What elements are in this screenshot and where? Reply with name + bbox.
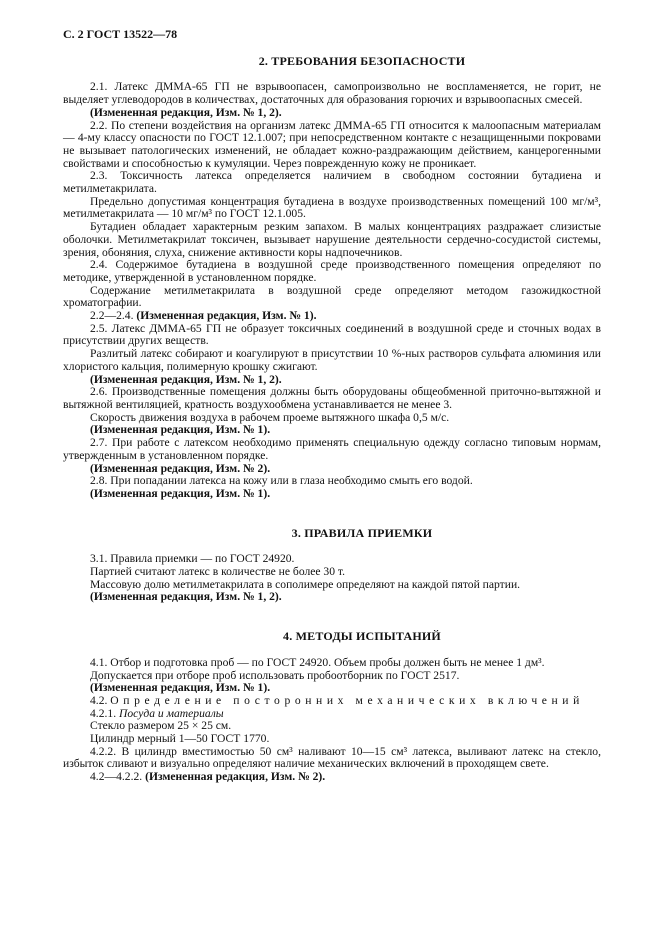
paragraph-2-3-effects: Бутадиен обладает характерным резким запахом. В малых концентрациях раздражает слизистые оболочки. Метилметакрилат токсичен, вызывает нарушение деятельности сердечно-сосудистой системы, зрения, обоняния, слуха, снижение активности коры надпочечников. — [63, 220, 601, 259]
amendment-note: (Измененная редакция, Изм. № 1, 2). — [90, 372, 282, 386]
paragraph-2-5-spill: Разлитый латекс собирают и коагулируют в присутствии 10 %-ных растворов сульфата алюминия или хлористого кальция, полимерную крошку сжигают. — [63, 347, 601, 373]
section-4-title: 4. МЕТОДЫ ИСПЫТАНИЙ — [283, 629, 441, 644]
paragraph-4-1: 4.1. Отбор и подготовка проб — по ГОСТ 24920. Объем пробы должен быть не менее 1 дм³. — [90, 655, 545, 669]
paragraph-2-2: 2.2. По степени воздействия на организм латекс ДММА-65 ГП относится к малоопасным материалам — 4-му классу опасности по ГОСТ 12.1.007; при непосредственном контакте с незащищенными покровами не вызывает патологических изменений, не обладает кожно-раздражающим действием, канцерогенными свойствами и способностью к кумуляции. Через поврежденную кожу не проникает. — [63, 118, 601, 170]
paragraph-4-2-2: 4.2.2. В цилиндр вместимостью 50 см³ наливают 10—15 см³ латекса, выливают латекс на стекло, избыток сливают и визуально определяют наличие механических включений в проходящем свете. — [63, 744, 601, 771]
paragraph-2-7: 2.7. При работе с латексом необходимо применять специальную одежду согласно типовым нормам, утвержденным в установленном порядке. — [63, 436, 601, 462]
paragraph-2-4: 2.4. Содержимое бутадиена в воздушной среде производственного помещения определяют по методике, утвержденной в установленном порядке. — [63, 258, 601, 284]
paragraph-2-6-airspeed: Скорость движения воздуха в рабочем проеме вытяжного шкафа 0,5 м/с. — [90, 410, 450, 424]
amendment-note: (Измененная редакция, Изм. № 1). — [90, 681, 271, 695]
paragraph-2-1: 2.1. Латекс ДММА-65 ГП не взрывоопасен, самопроизвольно не воспламеняется, не горит, не выделяет углеводородов в количествах, достаточных для образования горючих и взрывоопасных смесей. — [63, 80, 601, 107]
clause-heading: Определение посторонних механических включений — [110, 693, 584, 707]
running-head: С. 2 ГОСТ 13522—78 — [63, 27, 178, 41]
equipment-item: Цилиндр мерный 1—50 ГОСТ 1770. — [90, 732, 270, 746]
amendment-note: (Измененная редакция, Изм. № 1, 2). — [90, 590, 282, 604]
paragraph-2-8: 2.8. При попадании латекса на кожу или в глаза необходимо смыть его водой. — [90, 474, 473, 488]
amendment-note — [63, 310, 601, 323]
clause-number: 4.2.1. — [90, 706, 119, 720]
amendment-note — [63, 771, 601, 784]
paragraph-3-1-mass: Массовую долю метилметакрилата в сополимере определяют на каждой пятой партии. — [90, 577, 521, 591]
section-3-title: 3. ПРАВИЛА ПРИЕМКИ — [291, 525, 433, 540]
clause-number: 4.2. — [90, 693, 111, 707]
amendment-range: 2.2—2.4. — [90, 309, 137, 323]
document-page — [63, 28, 601, 784]
amendment-note: (Измененная редакция, Изм. № 2). — [90, 461, 271, 475]
amendment-note: (Измененная редакция, Изм. № 1, 2). — [90, 105, 282, 119]
equipment-item: Стекло размером 25 × 25 см. — [90, 719, 232, 733]
section-2-title: 2. ТРЕБОВАНИЯ БЕЗОПАСНОСТИ — [258, 53, 466, 68]
paragraph-2-3-limits: Предельно допустимая концентрация бутадиена в воздухе производственных помещений 100 мг/м³, метилметакрилата — 10 мг/м³ по ГОСТ 12.1.005. — [63, 194, 601, 221]
paragraph-4-1-sampler: Допускается при отборе проб использовать пробоотборник по ГОСТ 2517. — [90, 668, 460, 682]
paragraph-2-5: 2.5. Латекс ДММА-65 ГП не образует токсичных соединений в воздушной среде и сточных водах в присутствии других веществ. — [63, 321, 601, 348]
clause-heading: Посуда и материалы — [118, 706, 224, 720]
amendment-text: (Измененная редакция, Изм. № 2). — [145, 770, 326, 784]
paragraph-3-1: 3.1. Правила приемки — по ГОСТ 24920. — [90, 552, 295, 566]
paragraph-2-3: 2.3. Токсичность латекса определяется наличием в свободном состоянии бутадиена и метилметакрилата. — [63, 169, 601, 196]
amendment-note: (Измененная редакция, Изм. № 1). — [90, 486, 271, 500]
amendment-note: (Измененная редакция, Изм. № 1). — [90, 423, 271, 437]
paragraph-2-4-method: Содержание метилметакрилата в воздушной среде определяют методом газожидкостной хроматографии. — [63, 283, 601, 310]
amendment-range: 4.2—4.2.2. — [90, 770, 146, 784]
paragraph-2-6: 2.6. Производственные помещения должны быть оборудованы общеобменной приточно-вытяжной и вытяжной вентиляцией, кратность воздухообмена устанавливается не менее 3. — [63, 385, 601, 411]
paragraph-3-1-batch: Партией считают латекс в количестве не более 30 т. — [90, 565, 346, 579]
amendment-text: (Измененная редакция, Изм. № 1). — [136, 309, 317, 323]
